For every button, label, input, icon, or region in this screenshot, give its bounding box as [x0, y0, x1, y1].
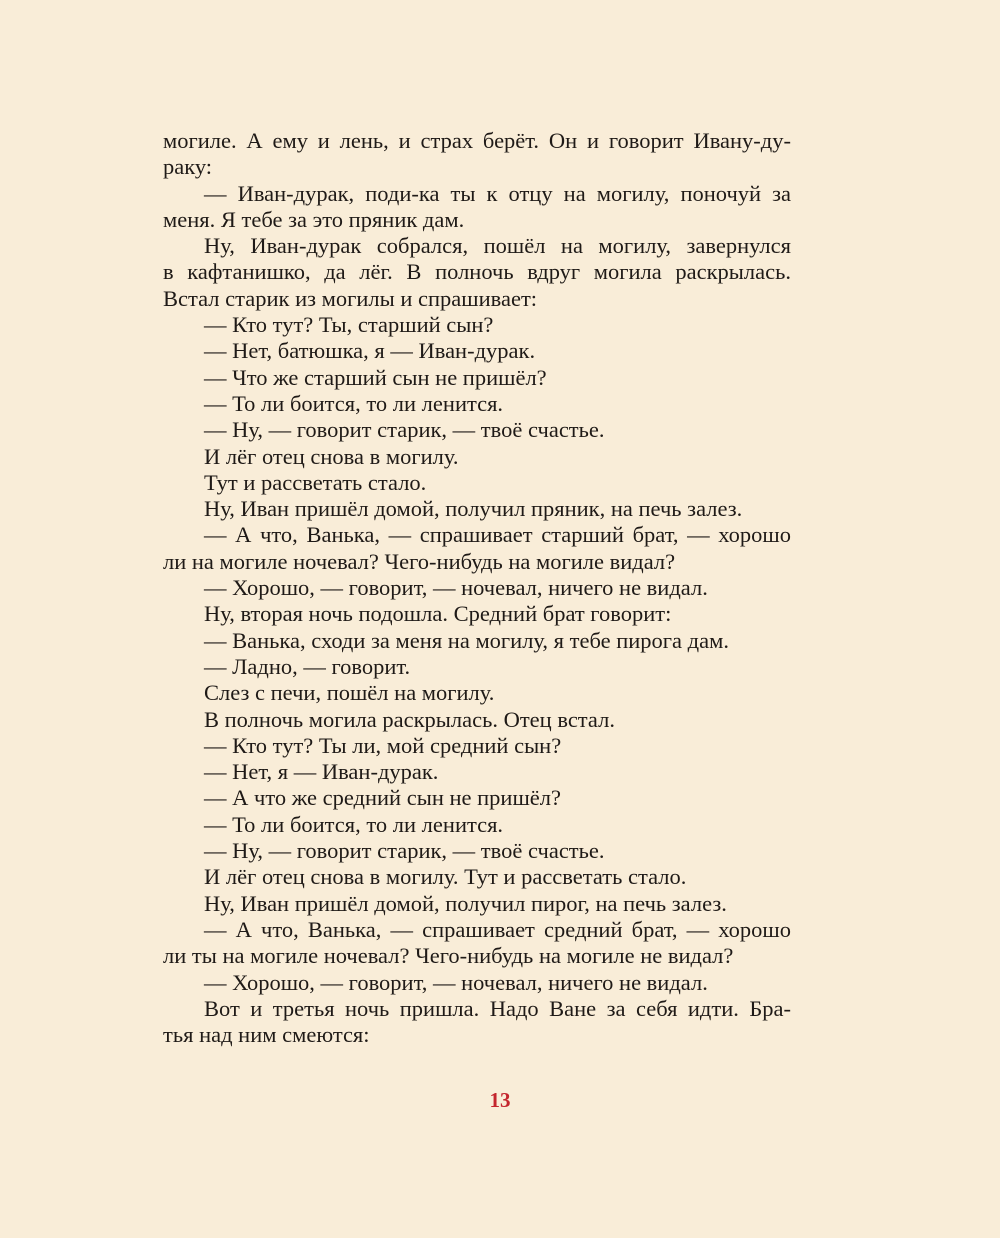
text-line: — Кто тут? Ты ли, мой средний сын? [204, 732, 562, 758]
text-line: — Хорошо, — говорит, — ночевал, ничего не видал. [204, 969, 708, 995]
text-line: Ну, Иван пришёл домой, получил пряник, на печь залез. [204, 496, 743, 522]
text-line: Ну, Иван-дурак собрался, пошёл на могилу, завернулся [204, 233, 791, 259]
text-line: раку: [163, 154, 213, 180]
text-line: — Кто тут? Ты, старший сын? [204, 312, 494, 338]
text-line: И лёг отец снова в могилу. [204, 443, 459, 469]
text-line: меня. Я тебе за это пряник дам. [163, 206, 465, 232]
text-line: Ну, Иван пришёл домой, получил пирог, на печь залез. [204, 890, 727, 916]
text-line: И лёг отец снова в могилу. Тут и рассветать стало. [204, 864, 687, 890]
text-line: — Нет, батюшка, я — Иван-дурак. [204, 338, 536, 364]
text-line: — А что же средний сын не пришёл? [204, 785, 561, 811]
text-line: ли ты на могиле ночевал? Чего-нибудь на могиле не видал? [163, 943, 734, 969]
text-line: в кафтанишко, да лёг. В полночь вдруг могила раскрылась. [163, 259, 791, 285]
text-line: могиле. А ему и лень, и страх берёт. Он и говорит Ивану-ду- [163, 128, 791, 153]
text-line: — Ну, — говорит старик, — твоё счастье. [204, 417, 605, 443]
text-line: — Ладно, — говорит. [204, 653, 411, 679]
text-line: — То ли боится, то ли ленится. [204, 390, 504, 416]
text-line: Тут и рассветать стало. [204, 469, 427, 495]
text-line: — Хорошо, — говорит, — ночевал, ничего не видал. [204, 575, 708, 601]
text-line: — То ли боится, то ли ленится. [204, 811, 504, 837]
text-line: тья над ним смеются: [163, 1022, 370, 1048]
text-line: В полночь могила раскрылась. Отец встал. [204, 706, 615, 732]
text-line: Встал старик из могилы и спрашивает: [163, 285, 538, 311]
text-line: — Ванька, сходи за меня на могилу, я тебе пирога дам. [204, 627, 729, 653]
text-line: — Что же старший сын не пришёл? [204, 364, 547, 390]
text-line: Вот и третья ночь пришла. Надо Ване за себя идти. Бра- [204, 995, 791, 1021]
text-line: — А что, Ванька, — спрашивает старший брат, — хорошо [204, 522, 791, 548]
text-line: — А что, Ванька, — спрашивает средний брат, — хорошо [204, 916, 791, 942]
text-line: — Иван-дурак, поди-ка ты к отцу на могилу, поночуй за [204, 180, 791, 206]
text-line: Ну, вторая ночь подошла. Средний брат говорит: [204, 601, 672, 627]
page-number: 13 [489, 1088, 511, 1112]
text-line: ли на могиле ночевал? Чего-нибудь на могиле видал? [163, 548, 676, 574]
text-line: — Нет, я — Иван-дурак. [204, 759, 439, 785]
text-block [163, 128, 791, 1048]
text-line: — Ну, — говорит старик, — твоё счастье. [204, 838, 605, 864]
text-line: Слез с печи, пошёл на могилу. [204, 680, 495, 706]
